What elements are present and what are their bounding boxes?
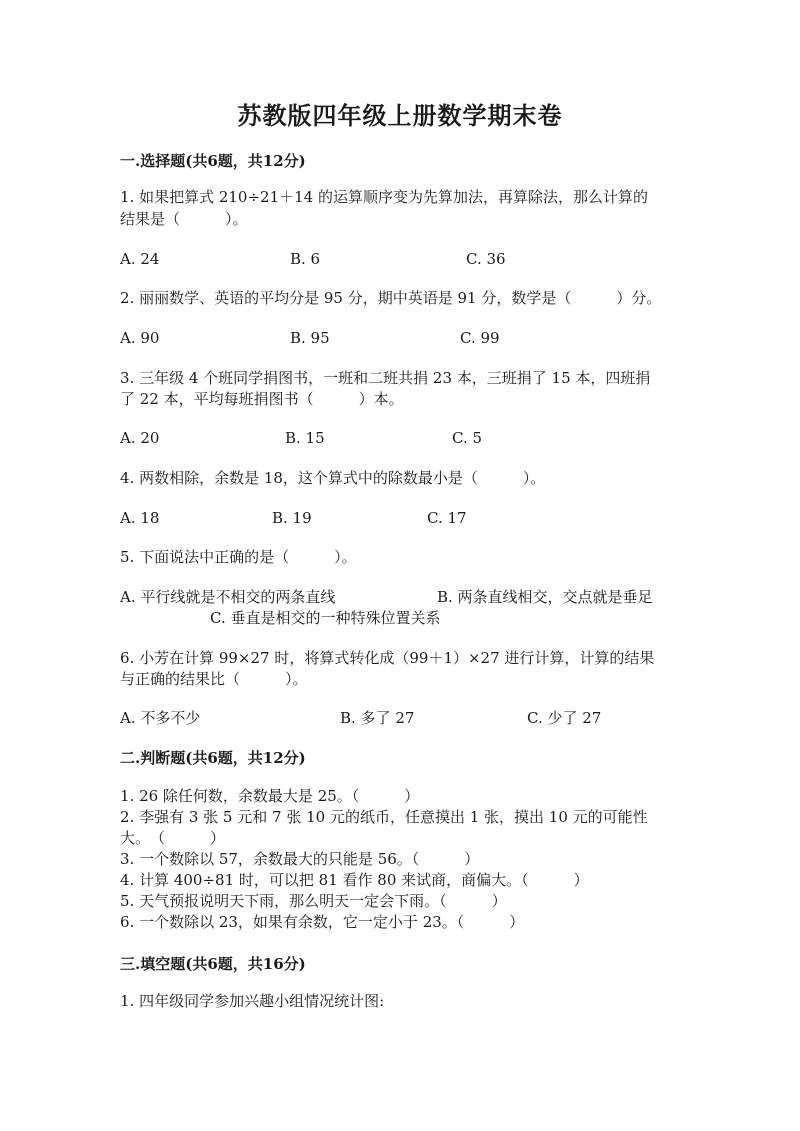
question-4-text-line1: 4. 两数相除，余数是 18，这个算式中的除数最小是（ ）。	[120, 469, 546, 487]
question-4-option-c: C. 17	[427, 509, 467, 527]
question-6-option-a: A. 不多不少	[120, 709, 201, 727]
question-3-option-a: A. 20	[120, 429, 160, 447]
question-1-option-b: B. 6	[290, 250, 321, 268]
question-2-text-line1: 2. 丽丽数学、英语的平均分是 95 分，期中英语是 91 分，数学是（ ）分。	[120, 289, 662, 307]
judge-5: 5. 天气预报说明天下雨，那么明天一定会下雨。（ ）	[120, 892, 507, 910]
question-3-text-line1: 3. 三年级 4 个班同学捐图书，一班和二班共捐 23 本，三班捐了 15 本，四班捐	[120, 369, 651, 387]
question-3-text-line2: 了 22 本，平均每班捐图书（ ）本。	[120, 390, 404, 408]
fill-1: 1. 四年级同学参加兴趣小组情况统计图:	[120, 992, 385, 1010]
question-1-text-line1: 1. 如果把算式 210÷21＋14 的运算顺序变为先算加法，再算除法，那么计算的	[120, 188, 648, 206]
section-heading-fill: 三.填空题(共6题，共16分)	[120, 955, 306, 973]
question-4-option-b: B. 19	[272, 509, 312, 527]
question-1-option-c: C. 36	[466, 250, 506, 268]
judge-2-line1: 2. 李强有 3 张 5 元和 7 张 10 元的纸币，任意摸出 1 张，摸出 10 元的可能性	[120, 808, 648, 826]
question-2-option-c: C. 99	[460, 329, 500, 347]
question-5-option-b: B. 两条直线相交，交点就是垂足	[437, 588, 653, 606]
question-2-option-b: B. 95	[290, 329, 330, 347]
judge-1: 1. 26 除任何数，余数最大是 25。（ ）	[120, 787, 420, 805]
question-6-text-line2: 与正确的结果比（ ）。	[120, 670, 308, 688]
question-2-option-a: A. 90	[120, 329, 160, 347]
question-1-option-a: A. 24	[120, 250, 160, 268]
judge-4: 4. 计算 400÷81 时，可以把 81 看作 80 来试商，商偏大。（ ）	[120, 871, 589, 889]
page-title: 苏教版四年级上册数学期末卷	[237, 101, 563, 130]
question-1-text-line2: 结果是（ ）。	[120, 210, 248, 228]
judge-3: 3. 一个数除以 57，余数最大的只能是 56。（ ）	[120, 850, 480, 868]
question-6-option-c: C. 少了 27	[527, 709, 602, 727]
question-3-option-c: C. 5	[452, 429, 483, 447]
question-5-option-c: C. 垂直是相交的一种特殊位置关系	[210, 609, 441, 627]
judge-2-line2: 大。 （ ）	[120, 829, 226, 847]
question-5-option-a: A. 平行线就是不相交的两条直线	[120, 588, 336, 606]
question-5-text-line1: 5. 下面说法中正确的是（ ）。	[120, 548, 357, 566]
question-6-text-line1: 6. 小芳在计算 99×27 时，将算式转化成（99＋1）×27 进行计算，计算的结果	[120, 649, 655, 667]
question-6-option-b: B. 多了 27	[340, 709, 415, 727]
section-heading-judge: 二.判断题(共6题，共12分)	[120, 749, 306, 767]
judge-6: 6. 一个数除以 23，如果有余数，它一定小于 23。（ ）	[120, 913, 525, 931]
question-3-option-b: B. 15	[285, 429, 325, 447]
section-heading-choice: 一.选择题(共6题，共12分)	[120, 152, 306, 170]
question-4-option-a: A. 18	[120, 509, 160, 527]
